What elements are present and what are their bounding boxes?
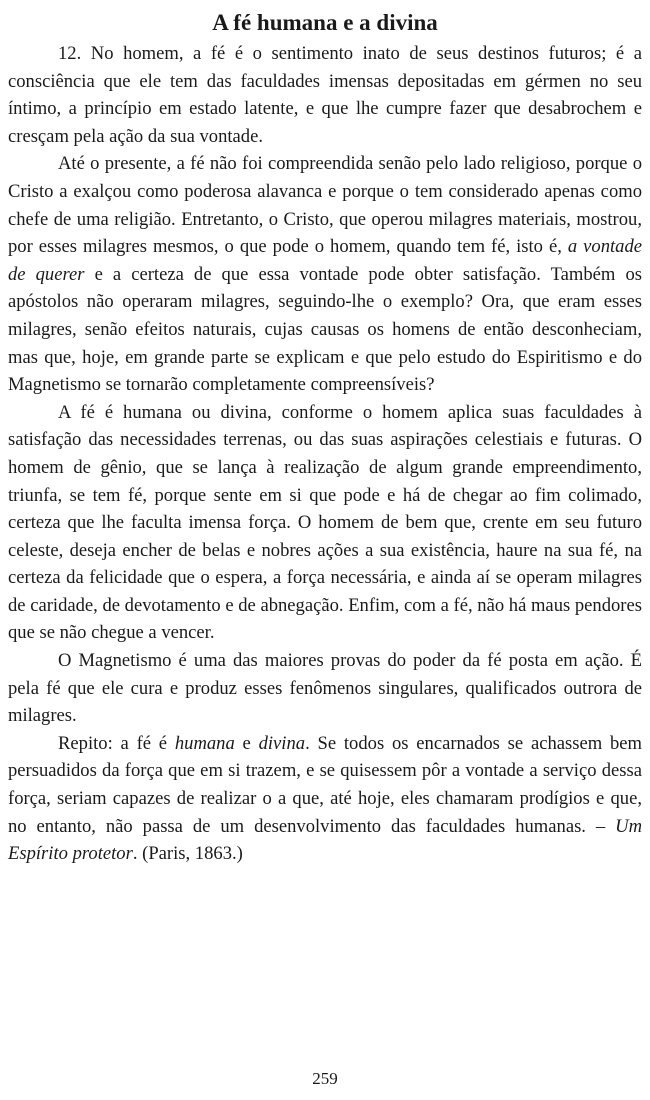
paragraph xyxy=(8,40,642,150)
paragraph xyxy=(8,399,642,647)
text-segment: O Magnetismo é uma das maiores provas do poder da fé posta em ação. É pela fé que ele cura e produz esses fenômenos singulares, qualificados outrora de milagres. xyxy=(8,650,642,727)
text-segment: e a certeza de que essa vontade pode obter satisfação. Também os apóstolos não operaram milagres, seguindo-lhe o exemplo? Ora, que eram esses milagres, senão efeitos naturais, cujas causas os homens de então desconheciam, mas que, hoje, em grande parte se explicam e que pelo estudo do Espiritismo e do Magnetismo se tornarão completamente compreensíveis? xyxy=(8,263,642,396)
paragraph xyxy=(8,730,642,868)
text-segment: Até o presente, a fé não foi compreendida senão pelo lado religioso, porque o Cristo a exalçou como poderosa alavanca e porque o tem considerado apenas como chefe de uma religião. Entretanto, o Cristo, que operou milagres materiais, mostrou, por esses milagres mesmos, o que pode o homem, quando tem fé, isto é, xyxy=(8,153,642,258)
italic-text: a vontade de querer xyxy=(8,236,642,285)
italic-text: divina xyxy=(258,732,306,754)
text-segment: Repito: a fé é xyxy=(58,732,175,754)
text-segment: 12. No homem, a fé é o sentimento inato de seus destinos futuros; é a consciência que ele tem das faculdades imensas depositadas em gérmen no seu íntimo, a princípio em estado latente, e que lhe cumpre fazer que desabrochem e cresçam pela ação da sua vontade. xyxy=(8,43,642,147)
text-segment: . Se todos os encarnados se achassem bem persuadidos da força que em si trazem, e se quisessem pôr a vontade a serviço dessa força, seriam capazes de realizar o a que, até hoje, eles chamaram prodígios e que, no entanto, não passa de um desenvolvimento das faculdades humanas. – xyxy=(8,732,642,837)
text-segment: . (Paris, 1863.) xyxy=(132,843,243,865)
paragraph xyxy=(8,647,642,730)
italic-text: Um Espírito protetor xyxy=(8,815,642,865)
text-segment: e xyxy=(234,732,259,754)
body-text xyxy=(8,40,642,868)
paragraph xyxy=(8,150,642,398)
section-title: A fé humana e a divina xyxy=(212,10,438,35)
text-segment: A fé é humana ou divina, conforme o homem aplica suas faculdades à satisfação das necessidades terrenas, ou das suas aspirações celestiais e futuras. O homem de gênio, que se lança à realização de algum grande empreendimento, triunfa, se tem fé, porque sente em si que pode e há de chegar ao fim colimado, certeza que lhe faculta imensa força. O homem de bem que, crente em seu futuro celeste, deseja encher de belas e nobres ações a sua existência, haure na sua fé, na certeza da felicidade que o espera, a força necessária, e ainda aí se operam milagres de caridade, de devotamento e de abnegação. Enfim, com a fé, não há maus pendores que se não chegue a vencer. xyxy=(8,401,642,644)
page-number: 259 xyxy=(312,1069,338,1088)
italic-text: humana xyxy=(174,732,235,754)
book-page xyxy=(8,8,642,868)
